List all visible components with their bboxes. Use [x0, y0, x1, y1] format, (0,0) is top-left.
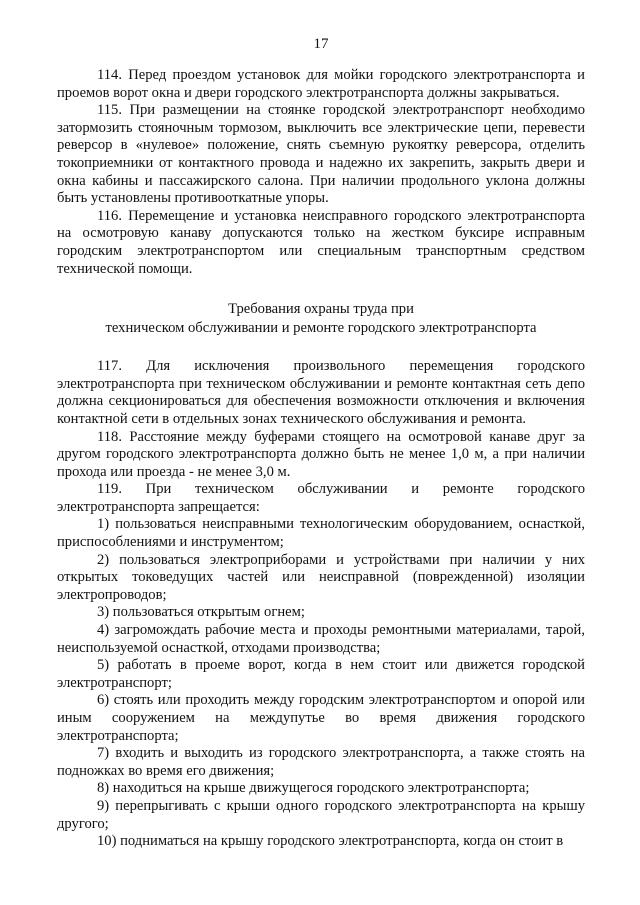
- paragraph-118: 118. Расстояние между буферами стоящего на осмотровой канаве друг за другом городского электротранспорта должно быть не менее 1,0 м, а при наличии прохода или проезда - не менее 3,0 м.: [57, 428, 585, 480]
- list-item-3: 3) пользоваться открытым огнем;: [97, 604, 305, 621]
- page-number: 17: [313, 36, 329, 52]
- list-item-6: 6) стоять или проходить между городским электротранспортом и опорой или иным сооружением на междупутье во время движения городского электротранспорта;: [57, 692, 585, 744]
- paragraph-119: 119. При техническом обслуживании и ремонте городского электротранспорта запрещается:: [57, 481, 585, 515]
- paragraph-116: 116. Перемещение и установка неисправного городского электротранспорта на осмотровую канаву допускаются только на жестком буксире исправным городским электротранспортом или специальным транспортным средством технической помощи.: [57, 207, 585, 277]
- paragraph-114: 114. Перед проездом установок для мойки городского электротранспорта и проемов ворот окна и двери городского электротранспорта должны закрываться.: [57, 67, 585, 101]
- section-heading: [57, 300, 585, 338]
- list-item-8: 8) находиться на крыше движущегося городского электротранспорта;: [97, 780, 530, 797]
- list-item-5: 5) работать в проеме ворот, когда в нем стоит или движется городской электротранспорт;: [57, 657, 585, 691]
- list-item-9: 9) перепрыгивать с крыши одного городского электротранспорта на крышу другого;: [57, 797, 585, 832]
- list-item-7: 7) входить и выходить из городского электротранспорта, а также стоять на подножках во время его движения;: [57, 745, 585, 779]
- section-heading-line1: Требования охраны труда при: [228, 301, 414, 318]
- section-heading-line2: техническом обслуживании и ремонте городского электротранспорта: [105, 320, 537, 337]
- paragraph-117: 117. Для исключения произвольного перемещения городского электротранспорта при техническом обслуживании и ремонте контактная сеть депо должна секционироваться для обеспечения возможности отключения и включения контактной сети в отдельных зонах технического обслуживания и ремонта.: [57, 358, 585, 427]
- list-item-4: 4) загромождать рабочие места и проходы ремонтными материалами, тарой, неиспользуемой оснасткой, отходами производства;: [57, 622, 585, 656]
- paragraph-115: 115. При размещении на стоянке городской электротранспорт необходимо затормозить стояночным тормозом, выключить все электрические цепи, перевести реверсор в «нулевое» положение, снять съемную рукоятку реверсора, отделить токоприемники от контактного провода и надежно их закрепить, закрыть двери и окна кабины и пассажирского салона. При наличии продольного уклона должны быть установлены противооткатные упоры.: [57, 102, 585, 207]
- list-item-1: 1) пользоваться неисправными технологическим оборудованием, оснасткой, приспособлениями и инструментом;: [57, 516, 585, 551]
- list-item-10: 10) подниматься на крышу городского электротранспорта, когда он стоит в: [97, 833, 564, 850]
- list-item-2: 2) пользоваться электроприборами и устройствами при наличии у них открытых токоведущих частей или неисправной (поврежденной) изоляции электропроводов;: [57, 551, 585, 603]
